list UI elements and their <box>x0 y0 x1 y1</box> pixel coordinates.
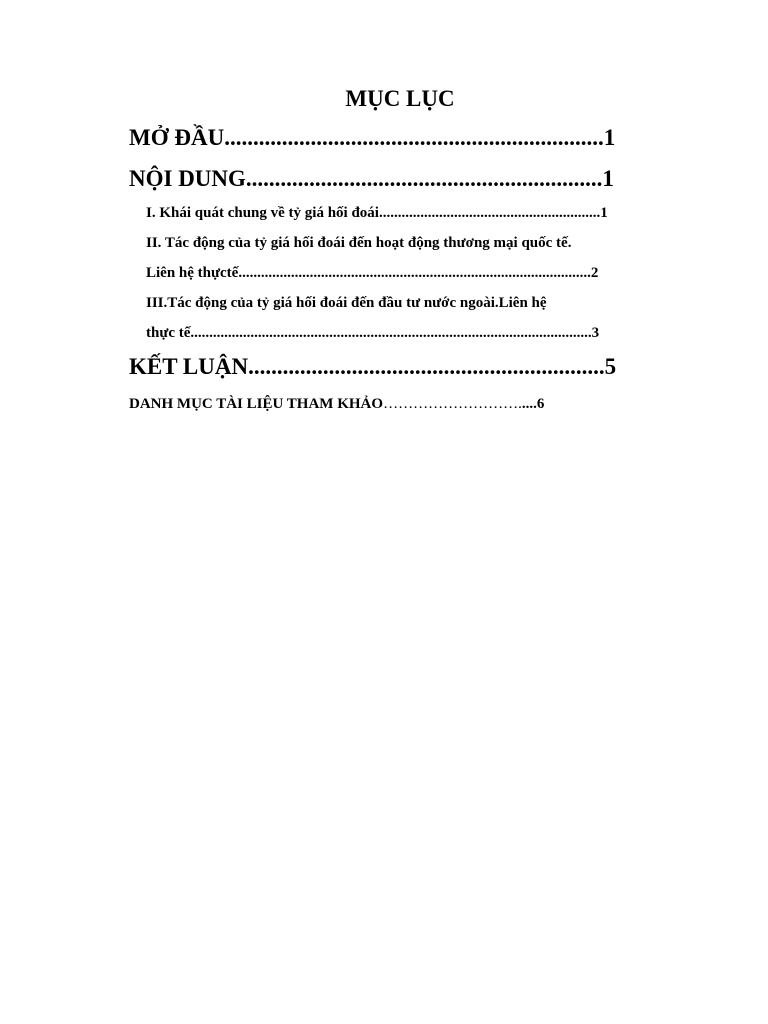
toc-entry-mo-dau[interactable] <box>129 125 615 151</box>
toc-entry-text: Liên hệ thựctế <box>146 265 239 281</box>
toc-entry-section-3-line2[interactable] <box>146 325 599 342</box>
toc-entry-text: MỞ ĐẦU <box>129 125 225 150</box>
toc-page-number: 1 <box>600 205 608 221</box>
toc-entry-section-2-line1[interactable] <box>146 235 571 252</box>
toc-page-number: 5 <box>604 354 617 379</box>
toc-leader: .............................................................................................. <box>238 265 591 281</box>
toc-leader: .................................................................. <box>224 125 604 150</box>
toc-leader: ........................................................... <box>378 205 601 221</box>
toc-entry-section-2-line2[interactable] <box>146 265 598 282</box>
toc-leader: .............................................................. <box>248 354 605 379</box>
toc-entry-text: II. Tác động của tỷ giá hối đoái đến hoạt động thương mại quốc tế. <box>146 235 572 251</box>
toc-leader: ………………………. <box>383 396 522 412</box>
toc-leader: ........................................................................................................... <box>190 325 592 341</box>
toc-page-number: 2 <box>590 265 599 281</box>
toc-entry-text: III.Tác động của tỷ giá hối đoái đến đầu tư nước ngoài.Liên hệ <box>146 295 547 311</box>
toc-page-number: 1 <box>603 125 616 150</box>
toc-entry-references[interactable] <box>129 396 544 413</box>
toc-entry-section-3-line1[interactable] <box>146 295 547 312</box>
toc-page-number: 1 <box>602 166 614 191</box>
toc-entry-text: DANH MỤC TÀI LIỆU THAM KHẢO <box>129 396 384 412</box>
toc-entry-text: KẾT LUẬN <box>129 354 249 379</box>
toc-entry-noi-dung[interactable] <box>129 166 614 192</box>
toc-leader: .............................................................. <box>245 166 603 191</box>
toc-title: MỤC LỤC <box>345 86 455 111</box>
toc-entry-ket-luan[interactable] <box>129 354 616 380</box>
toc-leader-end: .... <box>521 396 537 412</box>
toc-page-number: 6 <box>536 396 545 412</box>
toc-entry-text: I. Khái quát chung về tỷ giá hối đoái <box>146 205 379 221</box>
toc-page-number: 3 <box>591 325 600 341</box>
toc-entry-section-1[interactable] <box>146 205 608 222</box>
toc-entry-text: NỘI DUNG <box>129 166 246 191</box>
toc-entry-text: thực tế <box>146 325 191 341</box>
